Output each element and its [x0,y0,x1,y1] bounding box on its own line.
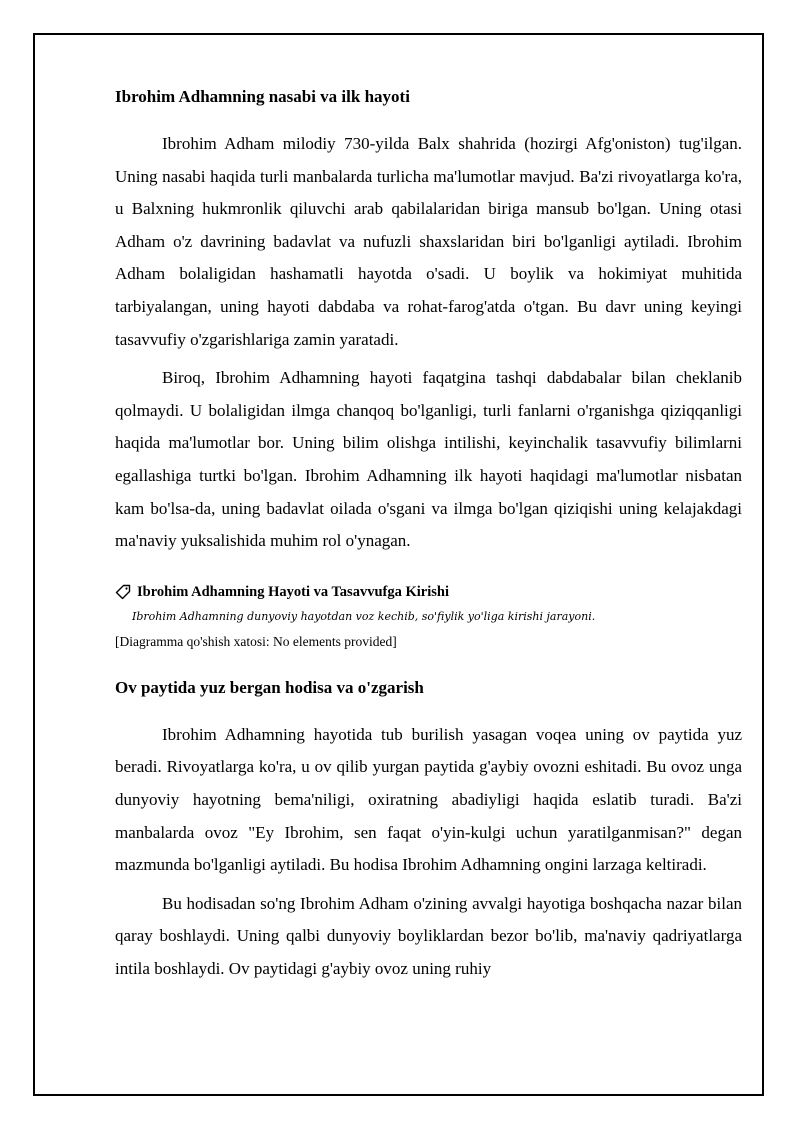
figure-title-text: Ibrohim Adhamning Hayoti va Tasavvufga Kirishi [137,583,449,600]
diagram-error-message: [Diagramma qo'shish xatosi: No elements provided] [115,633,397,649]
figure-title [115,582,742,602]
section-heading-early-life: Ibrohim Adhamning nasabi va ilk hayoti [115,87,410,106]
tag-icon [115,584,131,600]
section-heading-hunting-event: Ov paytida yuz bergan hodisa va o'zgarish [115,677,424,697]
paragraph: Ibrohim Adham milodiy 730-yilda Balx shahrida (hozirgi Afg'oniston) tug'ilgan. Uning nasabi haqida turli manbalarda turlicha ma'lumotlar mavjud. Ba'zi rivoyatlarga ko'ra, u Balxning hukmronlik qiluvchi arab qabilalaridan biriga mansub bo'lgan. Uning otasi Adham o'z davrining badavlat va nufuzli shaxslaridan biri bo'lganligi aytiladi. Ibrohim Adham bolaligidan hashamatli hayotda o'sadi. U boylik va hokimiyat muhitida tarbiyalangan, uning hayoti dabdaba va rohat-farog'atda o'tgan. Bu davr uning keyingi tasavvufiy o'zgarishlariga zamin yaratadi. [115,134,742,349]
figure-caption: Ibrohim Adhamning dunyoviy hayotdan voz kechib, so'fiylik yo'liga kirishi jarayoni. [132,609,596,623]
figure-block [115,582,742,651]
document-content [115,84,742,991]
paragraph: Ibrohim Adhamning hayotida tub burilish yasagan voqea uning ov paytida yuz beradi. Rivoyatlarga ko'ra, u ov qilib yurgan paytida g'aybiy ovozni eshitadi. Bu ovoz unga dunyoviy hayotning bema'niligi, oxiratning abadiyligi haqida eslatib turadi. Ba'zi manbalarda ovoz "Ey Ibrohim, sen faqat o'yin-kulgi uchun yaratilganmisan?" degan mazmunda bo'lganligi aytiladi. Bu hodisa Ibrohim Adhamning ongini larzaga keltiradi. [115,724,742,875]
paragraph: Bu hodisadan so'ng Ibrohim Adham o'zining avvalgi hayotiga boshqacha nazar bilan qaray boshlaydi. Uning qalbi dunyoviy boyliklardan bezor bo'lib, ma'naviy qadriyatlarga intila boshlaydi. Ov paytidagi g'aybiy ovoz uning ruhiy [115,893,742,978]
paragraph: Biroq, Ibrohim Adhamning hayoti faqatgina tashqi dabdabalar bilan cheklanib qolmaydi. U bolaligidan ilmga chanqoq bo'lganligi, turli fanlarni o'rganishga qiziqqanligi haqida ma'lumotlar bor. Uning bilim olishga intilishi, keyinchalik tasavvufiy bilimlarni egallashiga turtki bo'lgan. Ibrohim Adhamning ilk hayoti haqidagi ma'lumotlar nisbatan kam bo'lsa-da, uning badavlat oilada o'sgani va ilmga bo'lgan qiziqishi uning kelajakdagi ma'naviy yuksalishida muhim rol o'ynagan. [115,368,742,551]
